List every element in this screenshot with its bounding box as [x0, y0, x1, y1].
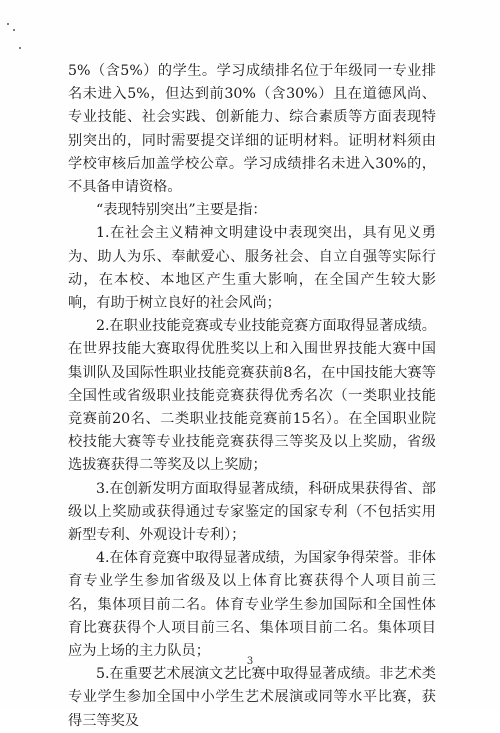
scan-dot [13, 29, 15, 31]
paragraph-item-4: 4.在体育竞赛中取得显著成绩，为国家争得荣誉。非体育专业学生参加省级及以上体育比赛获得个人项目前三名，集体项目前二名。体育专业学生参加国际和全国性体育比赛获得个人项目前三名、集体项目前二名。集体项目应为上场的主力队员； [68, 550, 436, 660]
paragraph-ranking-criteria: 5%（含5%）的学生。学习成绩排名位于年级同一专业排名未进入5%，但达到前30%（含30%）且在道德风尚、专业技能、社会实践、创新能力、综合素质等方面表现特别突出的，同时需要提交详细的证明材料。证明材料须由学校审核后加盖学校公章。学习成绩排名未进入30%的，不具备申请资格。 [68, 63, 436, 196]
scan-dot [7, 23, 9, 25]
paragraph-item-1: 1.在社会主义精神文明建设中表现突出，具有见义勇为、助人为乐、奉献爱心、服务社会、自立自强等实际行动，在本校、本地区产生重大影响，在全国产生较大影响，有助于树立良好的社会风尚； [68, 225, 436, 312]
page-number: 3 [246, 656, 254, 667]
paragraph-item-2: 2.在职业技能竞赛或专业技能竞赛方面取得显著成绩。在世界技能大赛取得优胜奖以上和入围世界技能大赛中国集训队及国际性职业技能竞赛获前8名，在中国技能大赛等全国性或省级职业技能竞赛获得优秀名次（一类职业技能竞赛前20名、二类职业技能竞赛前15名）。在全国职业院校技能大赛等专业技能竞赛获得三等奖及以上奖励，省级选拔赛获得二等奖及以上奖励； [68, 318, 436, 474]
paragraph-outstanding-intro: “表现特别突出”主要是指： [96, 202, 267, 219]
document-body [68, 60, 436, 733]
scan-dot [19, 47, 21, 49]
scan-marks [0, 0, 40, 60]
paragraph-item-5: 5.在重要艺术展演文艺比赛中取得显著成绩。非艺术类专业学生参加全国中小学生艺术展演或同等水平比赛，获得三等奖及 [68, 666, 436, 729]
paragraph-item-3: 3.在创新发明方面取得显著成绩，科研成果获得省、部级以上奖励或获得通过专家鉴定的国家专利（不包括实用新型专利、外观设计专利）； [68, 480, 436, 544]
